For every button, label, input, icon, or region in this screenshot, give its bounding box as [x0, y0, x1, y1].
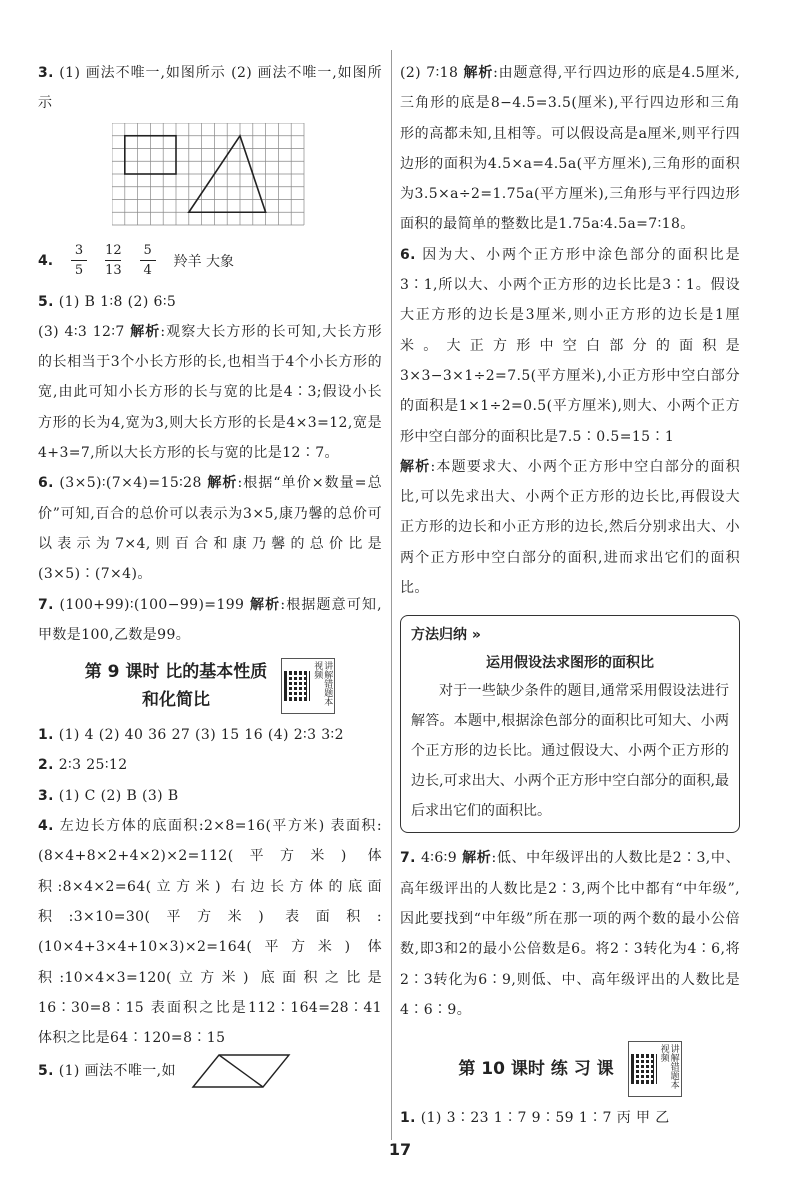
lesson-title: [85, 658, 268, 714]
lesson9-answer-3: [38, 781, 382, 811]
qr-caption: 讲解错题本视频: [658, 1044, 679, 1090]
answer-text: 4∶6∶9: [421, 850, 463, 867]
analysis-label: 解析: [400, 458, 431, 475]
qr-code-image: [631, 1054, 657, 1084]
left-column: [38, 58, 382, 1089]
fraction: [105, 243, 122, 278]
answer-text: (1) 画法不唯一,如: [58, 1063, 176, 1080]
column-divider: [391, 50, 392, 1140]
answer-text: (1) 画法不唯一,如图所示 (2) 画法不唯一,如图所示: [38, 65, 382, 112]
analysis-label: 解析: [462, 850, 492, 867]
denominator: 5: [74, 263, 84, 279]
denominator: 13: [105, 263, 122, 279]
answer-6-analysis: [400, 452, 740, 603]
answer-number: 3.: [38, 787, 54, 804]
analysis-label: 解析: [130, 323, 161, 340]
analysis-text: :本题要求大、小两个正方形中空白部分的面积比,可以先求出大、小两个正方形的边长比,再假设大正方形的边长和小正方形的边长,然后分别求出大、小两个正方形中空白部分的面积,进而求出它们的面积比。: [400, 458, 740, 597]
answer-number: 1.: [38, 727, 54, 744]
answer-number: 6.: [38, 475, 54, 492]
answer-number: 5.: [38, 293, 54, 310]
answer-number: 5.: [38, 1063, 54, 1080]
numerator: 3: [74, 243, 84, 259]
trapezoid-figure: [191, 1053, 291, 1089]
analysis-label: 解析: [207, 475, 238, 492]
answer-number: 4.: [38, 818, 54, 835]
method-summary-box: [400, 615, 740, 833]
lesson9-answer-5: [38, 1053, 382, 1089]
fraction: [71, 243, 87, 278]
answer-text: (100+99)∶(100−99)=199: [59, 596, 250, 613]
answer-text: (1) C (2) B (3) B: [58, 787, 179, 804]
lesson-title-line: 和化简比: [142, 690, 210, 711]
answer-text: (1) 4 (2) 40 36 27 (3) 15 16 (4) 2∶3 3∶2: [58, 727, 344, 744]
lesson10-answer-1: [400, 1103, 740, 1133]
answer-5-2: [400, 58, 740, 240]
answer-text: 左边长方体的底面积:2×8=16(平方米) 表面积:(8×4+8×2+4×2)×2=112(平方米) 体积:8×4×2=64(立方米) 右边长方体的底面积:3×10=30(平方米) 表面积:(10×4+3×4+10×3)×2=164(平方米) 体积:10×4×3=120(立方米) 底面积之比是16∶30=8∶15 表面积之比是112∶164=28∶41 体积之比是64∶120=8∶15: [38, 818, 382, 1047]
qr-caption: 讲解错题本视频: [312, 661, 333, 707]
denominator: 4: [143, 263, 152, 279]
answer-text: (3) 4∶3 12∶7: [38, 323, 131, 340]
lesson9-answer-1: [38, 720, 382, 750]
answer-text: 羚羊 大象: [173, 253, 235, 270]
answer-text: (1) 3∶23 1∶7 9∶59 1∶7 丙 甲 乙: [420, 1110, 670, 1127]
analysis-text: :根据题意可知,甲数是100,乙数是99。: [38, 596, 382, 643]
answer-text: (2) 7∶18: [400, 65, 464, 81]
answer-number: 4.: [38, 252, 54, 269]
method-heading: 方法归纳 »: [411, 627, 481, 644]
answer-number: 1.: [400, 1110, 416, 1127]
numerator: 5: [143, 243, 152, 259]
answer-3: [38, 58, 382, 119]
lesson-9-header: [38, 658, 382, 714]
lesson9-answer-2: [38, 750, 382, 780]
answer-7: [38, 590, 382, 651]
analysis-text: :观察大长方形的长可知,大长方形的长相当于3个小长方形的长,也相当于4个小长方形的宽,由此可知小长方形的长与宽的比是4∶3;假设小长方形的长为4,宽为3,则大长方形的长是4×3=12,宽是4+3=7,所以大长方形的长与宽的比是12∶7。: [38, 323, 382, 462]
answer-4: [38, 235, 382, 287]
answer-5-analysis: [38, 317, 382, 468]
answer-5: [38, 287, 382, 317]
analysis-text: :根据“单价×数量=总价”可知,百合的总价可以表示为3×5,康乃馨的总价可以表示为7×4,则百合和康乃馨的总价比是(3×5)∶(7×4)。: [38, 475, 382, 583]
answer-text: (3×5)∶(7×4)=15∶28: [59, 475, 208, 492]
answer-number: 6.: [400, 246, 416, 263]
answer-text: 因为大、小两个正方形中涂色部分的面积比是3∶1,所以大、小两个正方形的边长比是3∶1。假设大正方形的边长是3厘米,则小正方形的边长是1厘米。大正方形中空白部分的面积是3×3−3×1÷2=7.5(平方厘米),小正方形中空白部分的面积是1×1÷2=0.5(平方厘米),则大、小两个正方形中空白部分的面积比是7.5∶0.5=15∶1: [400, 246, 740, 445]
page-number: 17: [388, 1140, 412, 1159]
analysis-text: :由题意得,平行四边形的底是4.5厘米,三角形的底是8−4.5=3.5(厘米),平行四边形和三角形的高都未知,且相等。可以假设高是a厘米,则平行四边形的面积为4.5×a=4.5a(平方厘米),三角形的面积为3.5×a÷2=1.75a(平方厘米),三角形与平行四边形面积的最简单的整数比是1.75a∶4.5a=7∶18。: [400, 65, 740, 233]
qr-code-icon[interactable]: [628, 1041, 682, 1097]
answer-number: 7.: [400, 850, 416, 867]
answer-text: (1) B 1∶8 (2) 6∶5: [58, 293, 177, 310]
answer-number: 7.: [38, 596, 54, 613]
lesson-title: 第 10 课时 练 习 课: [458, 1059, 614, 1080]
method-subtitle: 运用假设法求图形的面积比: [486, 655, 654, 672]
numerator: 12: [105, 243, 122, 259]
grid-figure: [112, 123, 306, 227]
lesson9-answer-4: [38, 811, 382, 1053]
fraction: [140, 243, 156, 278]
analysis-text: :低、中年级评出的人数比是2∶3,中、高年级评出的人数比是2∶3,两个比中都有“中年级”,因此要找到“中年级”所在那一项的两个数的最小公倍数,即3和2的最小公倍数是6。将2∶3转化为4∶6,将2∶3转化为6∶9,则低、中、高年级评出的人数比是4∶6∶9。: [400, 850, 740, 1018]
right-column: [400, 58, 740, 1133]
answer-text: 2∶3 25∶12: [58, 757, 128, 774]
answer-7-right: [400, 843, 740, 1025]
answer-6: [38, 468, 382, 589]
qr-code-icon[interactable]: [281, 658, 335, 714]
qr-code-image: [284, 671, 310, 701]
answer-number: 3.: [38, 65, 54, 81]
lesson-title-line: 第 9 课时 比的基本性质: [84, 662, 268, 683]
method-body: 对于一些缺少条件的题目,通常采用假设法进行解答。本题中,根据涂色部分的面积比可知大、小两个正方形的边长比。通过假设大、小两个正方形的边长,可求出大、小两个正方形中空白部分的面积,最后求出它们的面积比。: [411, 683, 729, 820]
answer-6-right: [400, 240, 740, 452]
lesson-10-header: [400, 1041, 740, 1097]
answer-number: 2.: [38, 757, 54, 774]
analysis-label: 解析: [249, 596, 281, 613]
analysis-label: 解析: [463, 65, 494, 81]
